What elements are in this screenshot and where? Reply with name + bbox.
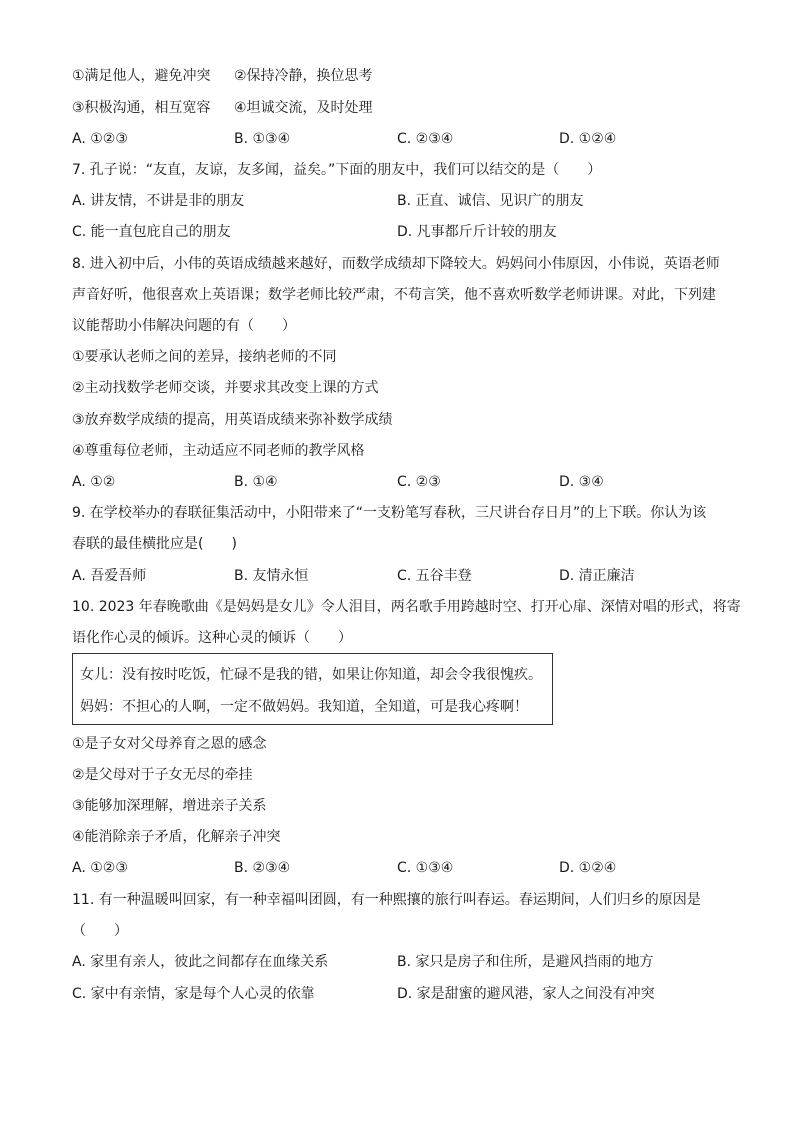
choice-d: D. ①②④: [559, 131, 617, 147]
choice-c: C. 五谷丰登: [397, 568, 472, 584]
choice-b: B. ②③④: [234, 860, 291, 876]
option-line: ③能够加深理解，增进亲子关系: [72, 798, 267, 814]
option-line: ④能消除亲子矛盾，化解亲子冲突: [72, 829, 281, 845]
option-line: ②是父母对于子女无尽的牵挂: [72, 767, 253, 783]
choice-c: C. 能一直包庇自己的朋友: [72, 224, 231, 240]
question-8-line: 议能帮助小伟解决问题的有（ ）: [72, 318, 296, 334]
option-line: ④坦诚交流，及时处理: [234, 100, 373, 116]
question-9-line: 春联的最佳横批应是( ): [72, 536, 237, 552]
question-8-line: 8. 进入初中后，小伟的英语成绩越来越好，而数学成绩却下降较大。妈妈问小伟原因，小伟说，英语老师: [72, 256, 720, 272]
question-7: 7. 孔子说：“友直，友谅，友多闻，益矣。”下面的朋友中，我们可以结交的是（ ）: [72, 162, 602, 178]
option-line: ①要承认老师之间的差异，接纳老师的不同: [72, 349, 337, 365]
choice-a: A. 讲友情，不讲是非的朋友: [72, 193, 245, 209]
choice-c: C. ①③④: [397, 860, 454, 876]
choice-a: A. 吾爱吾师: [72, 568, 147, 584]
option-line: ④尊重每位老师，主动适应不同老师的教学风格: [72, 443, 365, 459]
question-8-line: 声音好听，他很喜欢上英语课；数学老师比较严肃，不苟言笑，他不喜欢听数学老师讲课。对此，下列建: [72, 287, 716, 303]
choice-b: B. ①③④: [234, 131, 291, 147]
choice-d: D. 清正廉洁: [559, 568, 635, 584]
option-line: ②主动找数学老师交谈，并要求其改变上课的方式: [72, 380, 379, 396]
question-10-line: 语化作心灵的倾诉。这种心灵的倾诉（ ）: [72, 630, 352, 646]
choice-a: A. 家里有亲人，彼此之间都存在血缘关系: [72, 954, 329, 970]
choice-a: A. ①②③: [72, 860, 128, 876]
choice-c: C. ②③: [397, 474, 441, 490]
choice-c: C. 家中有亲情，家是每个人心灵的依靠: [72, 986, 315, 1002]
option-line: ①是子女对父母养育之恩的感念: [72, 736, 267, 752]
option-line: ①满足他人，避免冲突: [72, 68, 211, 84]
option-line: ③积极沟通，相互宽容: [72, 100, 211, 116]
option-line: ②保持冷静，换位思考: [234, 68, 373, 84]
choice-c: C. ②③④: [397, 131, 454, 147]
question-9-line: 9. 在学校举办的春联征集活动中，小阳带来了“一支粉笔写春秋，三尺讲台存日月”的上下联。你认为该: [72, 505, 707, 521]
question-10-line: 10. 2023 年春晚歌曲《是妈妈是女儿》令人泪目，两名歌手用跨越时空、打开心扉、深情对唱的形式，将寄: [72, 599, 741, 615]
dialogue-daughter: 女儿：没有按时吃饭，忙碌不是我的错，如果让你知道，却会令我很愧疚。: [80, 667, 542, 683]
question-11-line: （ ）: [72, 923, 128, 939]
choice-b: B. 友情永恒: [234, 568, 309, 584]
choice-b: B. 正直、诚信、见识广的朋友: [397, 193, 584, 209]
dialogue-mother: 妈妈：不担心的人啊，一定不做妈妈。我知道，全知道，可是我心疼啊！: [80, 699, 528, 715]
choice-d: D. ③④: [559, 474, 604, 490]
choice-a: A. ①②: [72, 474, 116, 490]
choice-b: B. ①④: [234, 474, 278, 490]
choice-d: D. ①②④: [559, 860, 617, 876]
choice-d: D. 凡事都斤斤计较的朋友: [397, 224, 557, 240]
choice-a: A. ①②③: [72, 131, 128, 147]
option-line: ③放弃数学成绩的提高，用英语成绩来弥补数学成绩: [72, 412, 393, 428]
question-11-line: 11. 有一种温暖叫回家，有一种幸福叫团圆，有一种熙攘的旅行叫春运。春运期间，人们归乡的原因是: [72, 892, 701, 908]
choice-d: D. 家是甜蜜的避风港，家人之间没有冲突: [397, 986, 655, 1002]
choice-b: B. 家只是房子和住所，是避风挡雨的地方: [397, 954, 654, 970]
